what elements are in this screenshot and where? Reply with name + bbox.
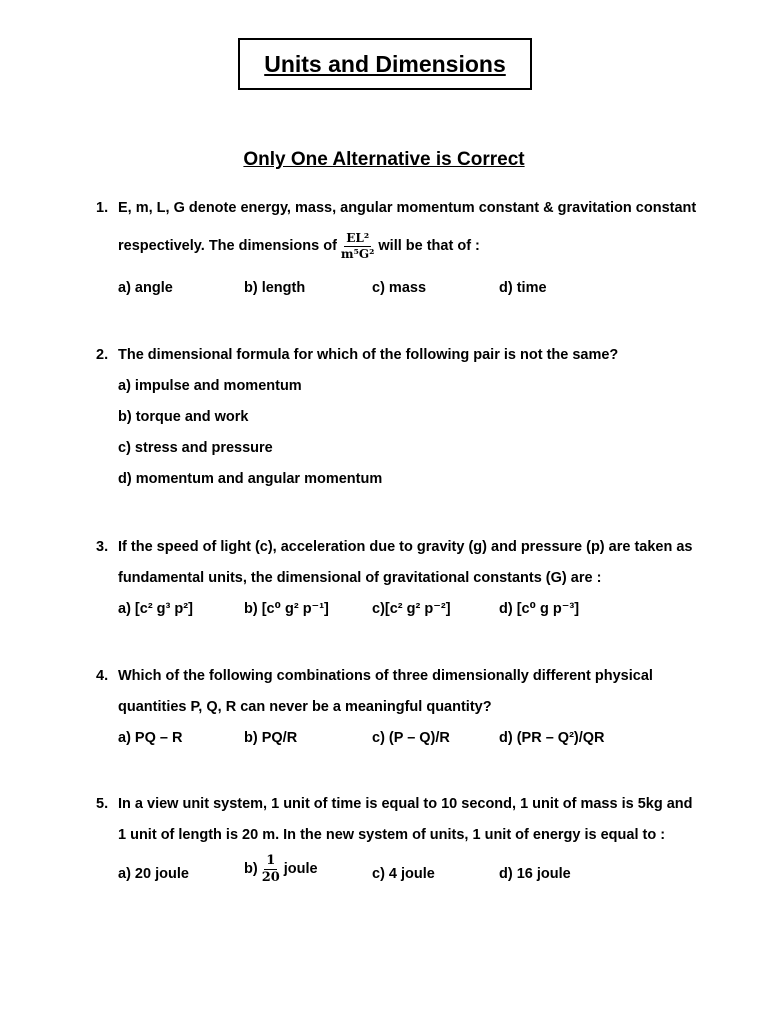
question-1-line-2-pre: respectively. The dimensions of [118, 238, 337, 255]
question-1-line-2 [118, 232, 480, 260]
question-2-option-c: c) stress and pressure [118, 440, 273, 456]
section-heading: Only One Alternative is Correct [243, 149, 525, 170]
question-1-option-b: b) length [244, 280, 306, 296]
fraction-numerator: 1 [266, 853, 276, 868]
question-1-line-2-post: will be that of : [378, 238, 480, 255]
question-5-number: 5. [96, 796, 109, 812]
option-b-unit: joule [283, 861, 318, 878]
fraction-denominator: m⁵G² [340, 246, 375, 261]
fraction-numerator: EL² [346, 231, 370, 245]
question-3-option-c: c)[c² g² p⁻²] [372, 601, 451, 617]
question-1-option-a: a) angle [118, 280, 173, 296]
question-1-option-d: d) time [499, 280, 547, 296]
question-4-option-c: c) (P – Q)/R [372, 730, 450, 746]
question-5-option-c: c) 4 joule [372, 866, 435, 882]
question-3-line-2: fundamental units, the dimensional of gravitational constants (G) are : [118, 570, 602, 586]
question-2-number: 2. [96, 347, 109, 363]
question-5-line-2: 1 unit of length is 20 m. In the new system of units, 1 unit of energy is equal to : [118, 827, 666, 843]
question-3-number: 3. [96, 539, 109, 555]
option-b-label: b) [244, 861, 258, 878]
question-4-option-a: a) PQ – R [118, 730, 183, 746]
page-title: Units and Dimensions [264, 50, 506, 77]
question-3-option-a: a) [c² g³ p²] [118, 601, 193, 617]
question-2-option-a: a) impulse and momentum [118, 378, 302, 394]
question-4-number: 4. [96, 668, 109, 684]
question-1-option-c: c) mass [372, 280, 427, 296]
title-box [238, 38, 532, 90]
question-3-option-b: b) [c⁰ g² p⁻¹] [244, 601, 329, 617]
question-4-line-1: Which of the following combinations of three dimensionally different physical [118, 668, 653, 684]
question-5-option-b [244, 854, 318, 884]
question-4-option-b: b) PQ/R [244, 730, 298, 746]
question-1-line-1: E, m, L, G denote energy, mass, angular momentum constant & gravitation constant [118, 200, 697, 216]
question-5-option-d: d) 16 joule [499, 866, 571, 882]
question-2-option-d: d) momentum and angular momentum [118, 471, 383, 487]
fraction-denominator: 20 [261, 869, 280, 885]
question-1-fraction [339, 232, 376, 260]
option-b-fraction [260, 854, 282, 884]
question-3-option-d: d) [c⁰ g p⁻³] [499, 601, 580, 617]
question-2-option-b: b) torque and work [118, 409, 249, 425]
question-1-number: 1. [96, 200, 109, 216]
question-5-line-1: In a view unit system, 1 unit of time is equal to 10 second, 1 unit of mass is 5kg and [118, 796, 693, 812]
question-3-line-1: If the speed of light (c), acceleration due to gravity (g) and pressure (p) are taken as [118, 539, 693, 555]
question-2-line-1: The dimensional formula for which of the following pair is not the same? [118, 347, 619, 363]
question-4-option-d: d) (PR – Q²)/QR [499, 730, 605, 746]
question-4-line-2: quantities P, Q, R can never be a meaningful quantity? [118, 699, 492, 715]
question-5-option-a: a) 20 joule [118, 866, 189, 882]
